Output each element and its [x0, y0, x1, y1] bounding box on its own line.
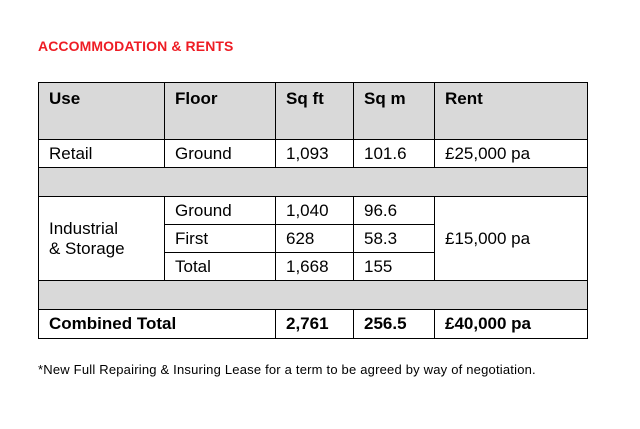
- retail-sqm: 101.6: [354, 140, 435, 168]
- table-header-row: [39, 83, 588, 140]
- industrial-sqft: 628: [276, 225, 354, 253]
- accommodation-table: [38, 82, 588, 339]
- section-heading: ACCOMMODATION & RENTS: [38, 38, 234, 54]
- spacer-row: [39, 281, 588, 310]
- spacer-cell: [39, 281, 588, 310]
- industrial-rent: £15,000 pa: [435, 197, 588, 281]
- industrial-sqft: 1,040: [276, 197, 354, 225]
- combined-rent: £40,000 pa: [435, 310, 588, 339]
- industrial-sqm: 155: [354, 253, 435, 281]
- industrial-use-line1: Industrial: [49, 218, 118, 238]
- table-row-industrial-ground: [39, 197, 588, 225]
- retail-sqft: 1,093: [276, 140, 354, 168]
- retail-floor: Ground: [165, 140, 276, 168]
- combined-sqft: 2,761: [276, 310, 354, 339]
- retail-rent: £25,000 pa: [435, 140, 588, 168]
- industrial-floor: Ground: [165, 197, 276, 225]
- footnote: *New Full Repairing & Insuring Lease for a term to be agreed by way of negotiation.: [38, 362, 536, 377]
- combined-label: Combined Total: [39, 310, 276, 339]
- table-row-combined-total: [39, 310, 588, 339]
- industrial-use: [39, 197, 165, 281]
- spacer-row: [39, 168, 588, 197]
- industrial-floor: Total: [165, 253, 276, 281]
- table-row-retail: [39, 140, 588, 168]
- header-rent: Rent: [435, 83, 588, 140]
- industrial-floor: First: [165, 225, 276, 253]
- header-sqm: Sq m: [354, 83, 435, 140]
- industrial-sqft: 1,668: [276, 253, 354, 281]
- header-use: Use: [39, 83, 165, 140]
- industrial-sqm: 58.3: [354, 225, 435, 253]
- spacer-cell: [39, 168, 588, 197]
- header-sqft: Sq ft: [276, 83, 354, 140]
- industrial-sqm: 96.6: [354, 197, 435, 225]
- retail-use: Retail: [39, 140, 165, 168]
- combined-sqm: 256.5: [354, 310, 435, 339]
- industrial-use-line2: & Storage: [49, 238, 125, 258]
- header-floor: Floor: [165, 83, 276, 140]
